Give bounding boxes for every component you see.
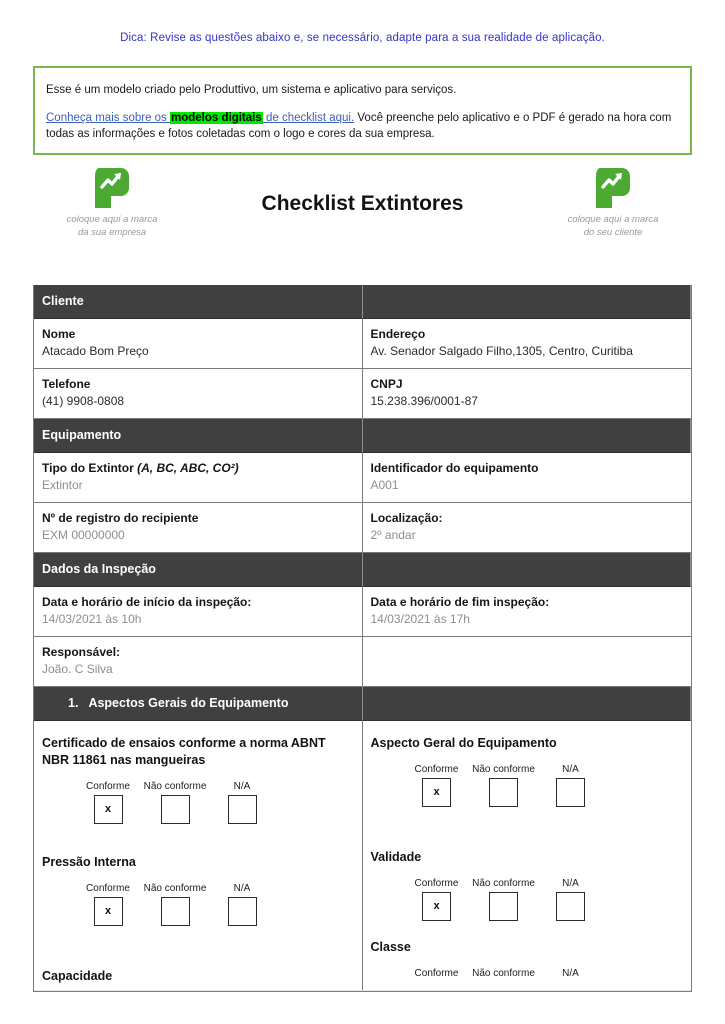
option-labels bbox=[371, 764, 684, 775]
checkbox-conforme[interactable]: x bbox=[422, 778, 451, 807]
band-empty-cell bbox=[363, 687, 692, 721]
band-label-cell bbox=[34, 553, 363, 587]
info-line-2 bbox=[46, 110, 679, 143]
field-value[interactable]: (41) 9908-0808 bbox=[42, 394, 125, 409]
option-checkboxes bbox=[42, 897, 354, 926]
field-label-main: Tipo do Extintor bbox=[42, 460, 138, 475]
question-validade bbox=[371, 849, 684, 921]
question-certificado bbox=[42, 735, 354, 824]
checkbox-conforme[interactable]: x bbox=[94, 795, 123, 824]
company-logo-block bbox=[27, 168, 197, 240]
section-title bbox=[42, 696, 288, 710]
field-inicio-inspecao bbox=[34, 587, 363, 637]
option-label-na: N/A bbox=[562, 763, 579, 775]
band-empty-cell bbox=[363, 553, 692, 587]
band-empty-cell bbox=[363, 285, 692, 319]
option-label-na: N/A bbox=[233, 882, 251, 894]
option-label-nao-conforme: Não conforme bbox=[472, 877, 535, 889]
option-labels bbox=[42, 781, 354, 792]
info-highlight[interactable]: modelos digitais bbox=[171, 111, 262, 124]
checkbox-nao-conforme[interactable] bbox=[489, 892, 518, 921]
question-title: Validade bbox=[370, 849, 422, 864]
checkbox-slot-conforme bbox=[82, 897, 134, 926]
field-identificador bbox=[363, 453, 692, 503]
field-value[interactable]: 2º andar bbox=[370, 528, 416, 543]
field-value[interactable]: EXM 00000000 bbox=[42, 528, 125, 543]
checkbox-conforme[interactable]: x bbox=[94, 897, 123, 926]
produttivo-logo-icon bbox=[596, 168, 630, 208]
band-empty-cell bbox=[363, 419, 692, 453]
field-endereco bbox=[363, 319, 692, 369]
table-row bbox=[34, 503, 691, 553]
checkbox-slot-conforme bbox=[411, 778, 463, 807]
checklist-sheet bbox=[33, 285, 692, 992]
field-label: Endereço bbox=[370, 327, 426, 341]
field-label: Identificador do equipamento bbox=[370, 460, 539, 475]
tip-line: Dica: Revise as questões abaixo e, se necessário, adapte para a sua realidade de aplicação. bbox=[120, 32, 605, 44]
question-capacidade bbox=[42, 968, 354, 985]
field-label: Data e horário de fim inspeção: bbox=[370, 594, 550, 609]
field-label: Nº de registro do recipiente bbox=[42, 510, 199, 525]
info-link-suffix[interactable]: de checklist aqui. bbox=[262, 111, 355, 124]
question-title: Capacidade bbox=[42, 968, 113, 983]
checkbox-slot-nao-conforme bbox=[140, 795, 210, 824]
field-cnpj bbox=[363, 369, 692, 419]
option-label-nao-conforme: Não conforme bbox=[143, 882, 207, 894]
field-tipo-extintor bbox=[34, 453, 363, 503]
field-value[interactable]: Av. Senador Salgado Filho,1305, Centro, Curitiba bbox=[370, 344, 633, 359]
option-checkboxes bbox=[371, 778, 684, 807]
field-label: Data e horário de início da inspeção: bbox=[42, 594, 252, 609]
checkbox-slot-nao-conforme bbox=[469, 892, 539, 921]
field-registro bbox=[34, 503, 363, 553]
option-label-nao-conforme: Não conforme bbox=[472, 763, 535, 775]
field-label: CNPJ bbox=[370, 376, 403, 391]
info-box bbox=[33, 66, 692, 155]
checkbox-nao-conforme[interactable] bbox=[489, 778, 518, 807]
field-value[interactable]: Extintor bbox=[42, 478, 83, 493]
option-labels bbox=[371, 878, 684, 889]
checkbox-na[interactable] bbox=[556, 892, 585, 921]
option-label-nao-conforme: Não conforme bbox=[472, 967, 535, 979]
client-logo-caption-line2: do seu cliente bbox=[583, 226, 643, 238]
question-aspecto-geral bbox=[371, 735, 684, 807]
section-title-text: Aspectos Gerais do Equipamento bbox=[88, 695, 289, 710]
info-line-1: Esse é um modelo criado pelo Produttivo, um sistema e aplicativo para serviços. bbox=[46, 84, 457, 96]
section-number: 1. bbox=[68, 695, 79, 710]
questions-pane bbox=[34, 721, 691, 992]
option-label-conforme: Conforme bbox=[414, 763, 459, 775]
checkbox-nao-conforme[interactable] bbox=[161, 795, 190, 824]
field-label: Responsável: bbox=[42, 644, 121, 659]
option-label-nao-conforme: Não conforme bbox=[143, 780, 207, 792]
option-label-conforme: Conforme bbox=[86, 780, 130, 792]
field-value[interactable]: A001 bbox=[370, 478, 399, 493]
checkbox-na[interactable] bbox=[556, 778, 585, 807]
table-row bbox=[34, 369, 691, 419]
questions-column-left bbox=[34, 721, 363, 991]
checkbox-slot-na bbox=[545, 778, 597, 807]
checkbox-slot-na bbox=[216, 897, 268, 926]
section-title: Cliente bbox=[42, 294, 84, 308]
spacer bbox=[371, 807, 684, 849]
spacer bbox=[42, 824, 354, 854]
spacer bbox=[371, 921, 684, 939]
checkbox-slot-nao-conforme bbox=[469, 778, 539, 807]
field-localizacao bbox=[363, 503, 692, 553]
checkbox-slot-na bbox=[545, 892, 597, 921]
option-label-conforme: Conforme bbox=[414, 967, 459, 979]
option-checkboxes bbox=[371, 892, 684, 921]
section-title: Dados da Inspeção bbox=[42, 561, 156, 576]
question-title: Pressão Interna bbox=[42, 854, 136, 869]
question-title: Classe bbox=[370, 939, 411, 954]
question-classe bbox=[371, 939, 684, 979]
field-value[interactable]: 14/03/2021 às 17h bbox=[370, 612, 470, 627]
field-label-hint: (A, BC, ABC, CO²) bbox=[137, 460, 239, 475]
checkbox-nao-conforme[interactable] bbox=[161, 897, 190, 926]
client-logo-block bbox=[528, 168, 698, 240]
company-logo-caption bbox=[27, 214, 197, 240]
document-header bbox=[0, 168, 725, 260]
company-logo-caption-line2: da sua empresa bbox=[77, 226, 147, 238]
question-title: Aspecto Geral do Equipamento bbox=[370, 735, 557, 750]
question-pressao-interna bbox=[42, 854, 354, 926]
checkbox-na[interactable] bbox=[228, 897, 257, 926]
checkbox-na[interactable] bbox=[228, 795, 257, 824]
checkbox-slot-na bbox=[216, 795, 268, 824]
page-title: Checklist Extintores bbox=[261, 192, 464, 215]
checkbox-conforme[interactable]: x bbox=[422, 892, 451, 921]
option-label-na: N/A bbox=[233, 780, 251, 792]
checkbox-slot-conforme bbox=[411, 892, 463, 921]
option-labels bbox=[42, 883, 354, 894]
client-logo-caption-line1: coloque aqui a marca bbox=[567, 214, 659, 225]
questions-column-right bbox=[363, 721, 692, 991]
band-label-cell bbox=[34, 285, 363, 319]
band-label-cell bbox=[34, 419, 363, 453]
section-band-aspectos-gerais bbox=[34, 687, 691, 721]
field-value[interactable]: Atacado Bom Preço bbox=[42, 344, 149, 359]
checkbox-slot-nao-conforme bbox=[140, 897, 210, 926]
client-logo-caption bbox=[528, 214, 698, 240]
spacer bbox=[42, 926, 354, 968]
info-link-prefix[interactable]: Conheça mais sobre os bbox=[46, 111, 171, 124]
option-label-na: N/A bbox=[562, 967, 579, 979]
checkbox-slot-conforme bbox=[82, 795, 134, 824]
produttivo-logo-icon bbox=[95, 168, 129, 208]
field-responsavel bbox=[34, 637, 363, 687]
info-rest-text: Você preenche pelo aplicativo e o PDF é gerado na hora com todas as informações e fotos coletadas com o logo e cores da sua empresa. bbox=[46, 111, 672, 141]
option-labels bbox=[371, 968, 684, 979]
field-value[interactable]: 15.238.396/0001-87 bbox=[370, 394, 478, 409]
field-value[interactable]: João. C Silva bbox=[42, 662, 113, 677]
field-label bbox=[42, 460, 354, 476]
option-checkboxes bbox=[42, 795, 354, 824]
question-title: Certificado de ensaios conforme a norma ABNT NBR 11861 nas mangueiras bbox=[42, 735, 326, 767]
field-label: Localização: bbox=[370, 510, 443, 525]
field-responsavel-empty bbox=[363, 637, 692, 687]
section-band-inspecao bbox=[34, 553, 691, 587]
field-label: Nome bbox=[42, 327, 76, 341]
field-fim-inspecao bbox=[363, 587, 692, 637]
field-label: Telefone bbox=[42, 376, 91, 391]
table-row bbox=[34, 587, 691, 637]
section-band-cliente bbox=[34, 285, 691, 319]
company-logo-caption-line1: coloque aqui a marca bbox=[66, 214, 158, 225]
section-title: Equipamento bbox=[42, 427, 122, 442]
field-telefone bbox=[34, 369, 363, 419]
section-band-equipamento bbox=[34, 419, 691, 453]
field-nome bbox=[34, 319, 363, 369]
option-label-na: N/A bbox=[562, 877, 579, 889]
option-label-conforme: Conforme bbox=[414, 877, 459, 889]
table-row bbox=[34, 319, 691, 369]
field-value[interactable]: 14/03/2021 às 10h bbox=[42, 612, 142, 627]
band-label-cell bbox=[34, 687, 363, 721]
option-label-conforme: Conforme bbox=[86, 882, 130, 894]
table-row bbox=[34, 637, 691, 687]
table-row bbox=[34, 453, 691, 503]
